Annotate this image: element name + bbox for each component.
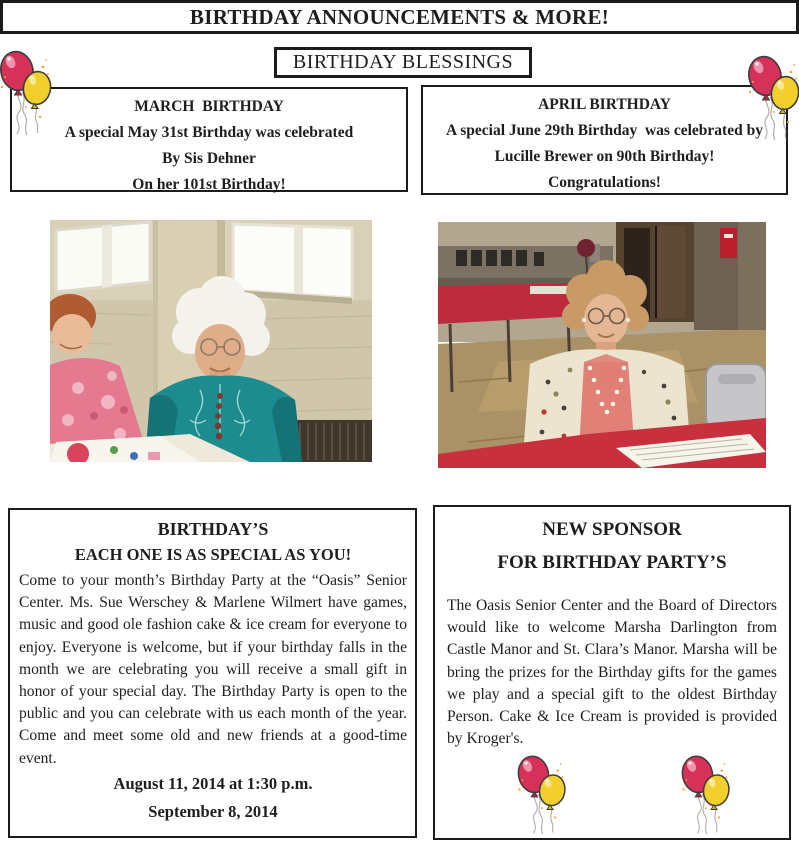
march-line: A special May 31st Birthday was celebrated (64, 124, 354, 141)
march-line: By Sis Dehner (162, 150, 256, 167)
april-birthday-photo (438, 222, 766, 468)
blessings-banner (274, 47, 532, 78)
page-title: BIRTHDAY ANNOUNCEMENTS & MORE! (189, 4, 610, 29)
april-line: A special June 29th Birthday was celebrated by (446, 122, 763, 139)
birthday-heading: BIRTHDAY’S (157, 519, 269, 539)
march-line: On her 101st Birthday! (132, 176, 286, 193)
april-line: Congratulations! (548, 174, 661, 191)
april-birthday-box (421, 85, 788, 195)
birthday-date-1: August 11, 2014 at 1:30 p.m. (113, 773, 313, 793)
sponsor-box (433, 505, 791, 840)
blessings-title: BIRTHDAY BLESSINGS (292, 51, 514, 73)
birthday-subheading: EACH ONE IS AS SPECIAL AS YOU! (74, 545, 352, 564)
march-birthday-photo (50, 220, 372, 462)
sponsor-heading-line1: NEW SPONSOR (542, 519, 682, 540)
april-heading: APRIL BIRTHDAY (538, 96, 671, 113)
april-line: Lucille Brewer on 90th Birthday! (494, 148, 715, 165)
birthday-info-box (8, 508, 417, 838)
birthday-paragraph: Come to your month’s Birthday Party at the “Oasis” Senior Center. Ms. Sue Werschey & Marlene Wilmert have games, music and good ole fashion cake & ice cream for everyone to enjoy. Everyone is welcome, but if your birthday falls in the month we are celebrating you will receive a small gift in honor of your special day. The Birthday Party is open to the public and you can celebrate with us each month of the year. Come and meet some old and new friends at a good-time event. (19, 572, 407, 767)
march-heading: MARCH BIRTHDAY (134, 98, 284, 115)
balloons-icon (512, 752, 570, 838)
balloons-icon (676, 752, 734, 838)
birthday-date-2: September 8, 2014 (148, 801, 278, 821)
march-birthday-box (10, 87, 408, 192)
sponsor-paragraph: The Oasis Senior Center and the Board of Directors would like to welcome Marsha Darlington from Castle Manor and St. Clara’s Manor. Marsha will be bring the prizes for the Birthday gifts for the games we play and a special gift to the oldest Birthday Person. Cake & Ice Cream is provided is provided by Kroger's. (447, 597, 777, 748)
sponsor-heading-line2: FOR BIRTHDAY PARTY’S (497, 552, 727, 573)
page-title-box (0, 0, 799, 34)
balloons-icon (744, 49, 799, 147)
balloons-icon (0, 44, 54, 142)
